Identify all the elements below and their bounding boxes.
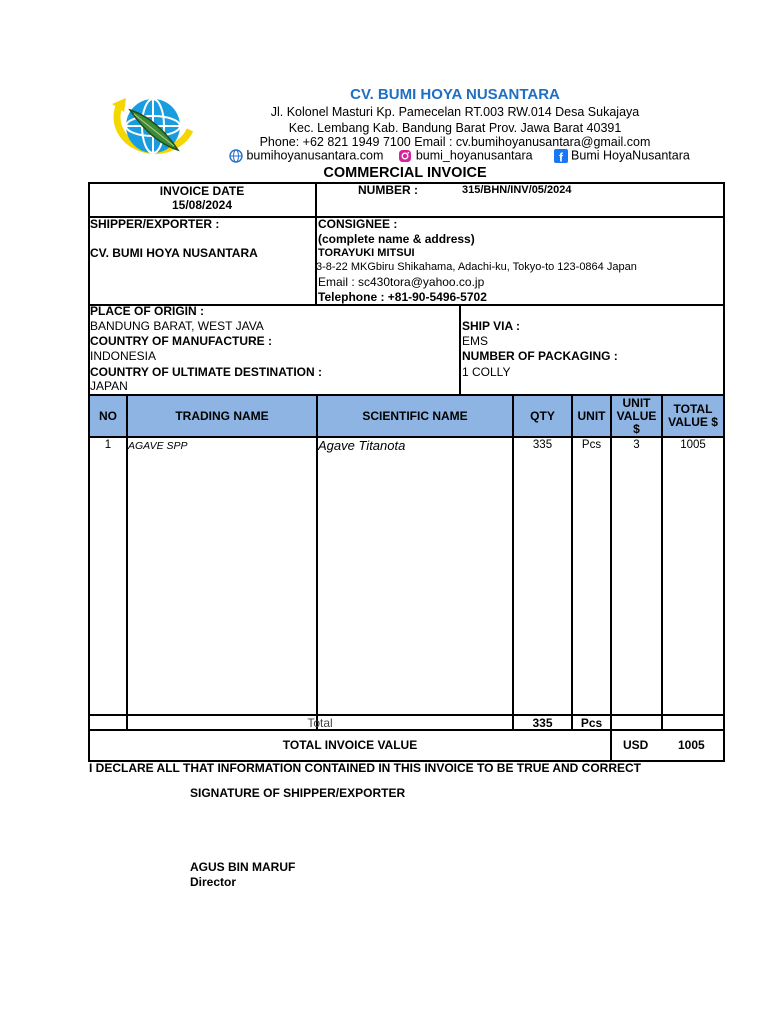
row-total-value: 1005 bbox=[680, 439, 706, 451]
total-unit: Pcs bbox=[580, 716, 603, 730]
consignee-email: Email : sc430tora@yahoo.co.jp bbox=[318, 275, 485, 289]
row-scientific-name: Agave Titanota bbox=[318, 438, 406, 453]
row-unit: Pcs bbox=[581, 439, 602, 451]
facebook-icon bbox=[554, 149, 568, 163]
instagram-icon bbox=[398, 149, 412, 163]
shipper-label: SHIPPER/EXPORTER : bbox=[90, 217, 220, 231]
row-qty: 335 bbox=[532, 439, 553, 451]
col-header-qty: QTY bbox=[514, 396, 571, 436]
col-header-no: NO bbox=[90, 396, 126, 436]
destination-value: JAPAN bbox=[90, 379, 128, 393]
shipper-name: CV. BUMI HOYA NUSANTARA bbox=[90, 246, 258, 260]
total-qty: 335 bbox=[532, 716, 553, 730]
origin-label: PLACE OF ORIGIN : bbox=[90, 304, 204, 318]
invoice-number-label: NUMBER : bbox=[358, 183, 418, 197]
total-invoice-value: 1005 bbox=[678, 738, 705, 752]
manufacture-label: COUNTRY OF MANUFACTURE : bbox=[90, 334, 272, 348]
row-trading-name: AGAVE SPP bbox=[128, 440, 188, 452]
document-title: COMMERCIAL INVOICE bbox=[323, 165, 487, 181]
packaging-label: NUMBER OF PACKAGING : bbox=[462, 349, 618, 363]
col-header-trading-name: TRADING NAME bbox=[128, 396, 316, 436]
consignee-name: TORAYUKI MITSUI bbox=[318, 247, 415, 259]
ship-via-value: EMS bbox=[462, 334, 489, 348]
total-label: Total bbox=[307, 716, 333, 730]
col-header-scientific-name: SCIENTIFIC NAME bbox=[318, 396, 512, 436]
company-address-line1: Jl. Kolonel Masturi Kp. Pamecelan RT.003 RW.014 Desa Sukajaya bbox=[270, 105, 640, 119]
col-header-unit-value: UNIT VALUE $ bbox=[612, 396, 661, 436]
declaration-text: I DECLARE ALL THAT INFORMATION CONTAINED IN THIS INVOICE TO BE TRUE AND CORRECT bbox=[89, 761, 641, 775]
company-address-line2: Kec. Lembang Kab. Bandung Barat Prov. Jawa Barat 40391 bbox=[288, 121, 622, 135]
consignee-label: CONSIGNEE : bbox=[318, 217, 398, 231]
company-name: CV. BUMI HOYA NUSANTARA bbox=[350, 86, 560, 103]
signature-label: SIGNATURE OF SHIPPER/EXPORTER bbox=[190, 786, 406, 800]
total-invoice-currency: USD bbox=[623, 738, 649, 752]
signatory-name: AGUS BIN MARUF bbox=[190, 860, 296, 874]
consignee-telephone: Telephone : +81-90-5496-5702 bbox=[318, 290, 487, 304]
origin-value: BANDUNG BARAT, WEST JAVA bbox=[90, 319, 264, 333]
ship-via-label: SHIP VIA : bbox=[462, 319, 521, 333]
invoice-date-value: 15/08/2024 bbox=[171, 198, 233, 212]
svg-text:f: f bbox=[558, 150, 563, 163]
row-unit-value: 3 bbox=[633, 439, 640, 451]
instagram-link[interactable]: bumi_hoyanusantara bbox=[415, 148, 533, 163]
col-header-unit: UNIT bbox=[573, 396, 610, 436]
total-invoice-label: TOTAL INVOICE VALUE bbox=[282, 738, 418, 752]
invoice-number-value: 315/BHN/INV/05/2024 bbox=[462, 184, 572, 196]
company-contact-line: Phone: +62 821 1949 7100 Email : cv.bumihoyanusantara@gmail.com bbox=[259, 135, 651, 149]
consignee-address: 3-8-22 MKGbiru Shikahama, Adachi-ku, Tokyo-to 123-0864 Japan bbox=[316, 261, 637, 273]
social-links bbox=[229, 148, 689, 166]
invoice-date-label: INVOICE DATE bbox=[159, 184, 245, 198]
consignee-sublabel: (complete name & address) bbox=[318, 232, 475, 246]
row-no: 1 bbox=[104, 439, 112, 451]
signatory-title: Director bbox=[190, 875, 237, 889]
destination-label: COUNTRY OF ULTIMATE DESTINATION : bbox=[90, 365, 322, 379]
manufacture-value: INDONESIA bbox=[90, 349, 157, 363]
col-header-total-value: TOTAL VALUE $ bbox=[663, 396, 723, 436]
company-logo bbox=[108, 90, 198, 162]
website-link[interactable]: bumihoyanusantara.com bbox=[246, 148, 384, 163]
packaging-value: 1 COLLY bbox=[462, 365, 511, 379]
facebook-link[interactable]: Bumi HoyaNusantara bbox=[571, 148, 690, 163]
globe-icon bbox=[229, 149, 243, 163]
